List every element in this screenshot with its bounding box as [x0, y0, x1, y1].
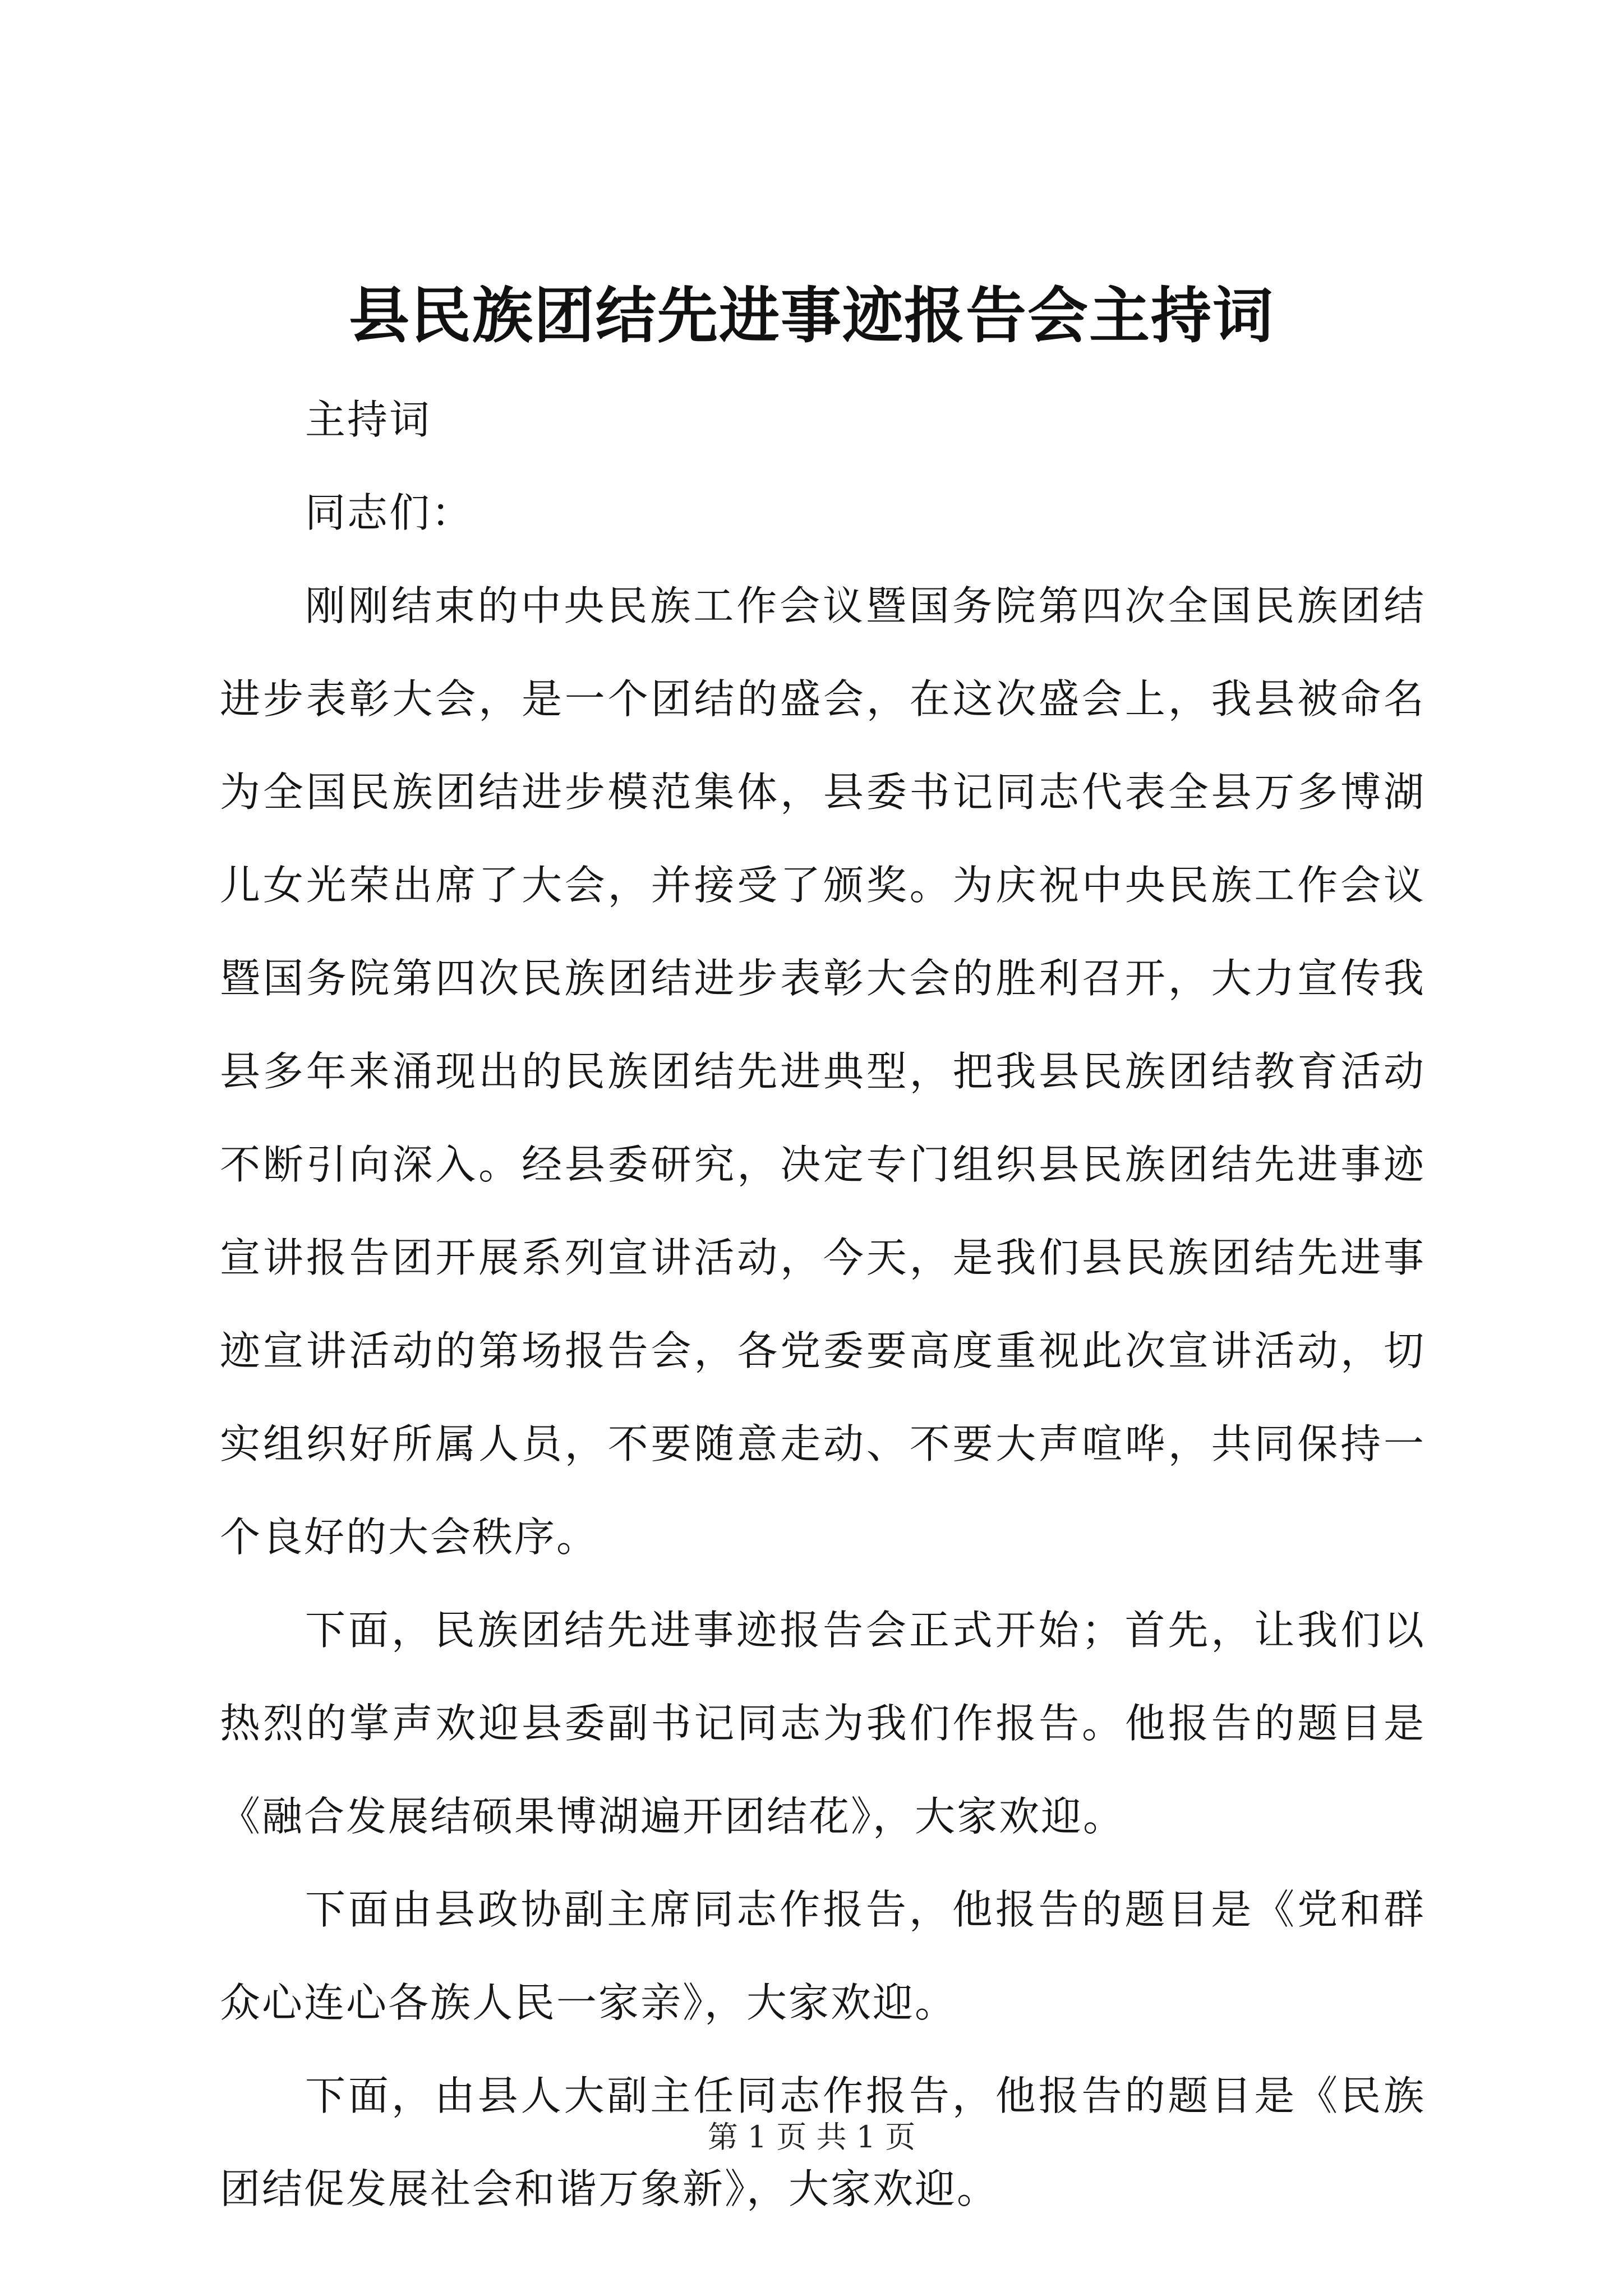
document-title: 县民族团结先进事迹报告会主持词 — [348, 280, 1274, 351]
paragraph-opening: 刚刚结束的中央民族工作会议暨国务院第四次全国民族团结进步表彰大会，是一个团结的盛会，在这次盛会上，我县被命名为全国民族团结进步模范集体，县委书记同志代表全县万多博湖儿女光荣出席了大会，并接受了颁奖。为庆祝中央民族工作会议暨国务院第四次民族团结进步表彰大会的胜利召开，大力宣传我县多年来涌现出的民族团结先进典型，把我县民族团结教育活动不断引向深入。经县委研究，决定专门组织县民族团结先进事迹宣讲报告团开展系列宣讲活动，今天，是我们县民族团结先进事迹宣讲活动的第场报告会，各党委要高度重视此次宣讲活动，切实组织好所属人员，不要随意走动、不要大声喧哗，共同保持一个良好的大会秩序。 — [220, 582, 1426, 1561]
paragraph-third-report: 下面，由县人大副主任同志作报告，他报告的题目是《民族团结促发展社会和谐万象新》，大家欢迎。 — [220, 2072, 1426, 2212]
document-body — [220, 373, 1426, 2235]
paragraph-heading: 主持词 — [305, 396, 432, 443]
paragraph-first-report: 下面，民族团结先进事迹报告会正式开始；首先，让我们以热烈的掌声欢迎县委副书记同志为我们作报告。他报告的题目是《融合发展结硕果博湖遍开团结花》，大家欢迎。 — [220, 1607, 1426, 1840]
paragraph-salutation: 同志们： — [305, 489, 474, 536]
page-footer: 第 1 页 共 1 页 — [707, 2119, 916, 2155]
paragraph-second-report: 下面由县政协副主席同志作报告，他报告的题目是《党和群众心连心各族人民一家亲》，大家欢迎。 — [220, 1886, 1426, 2026]
